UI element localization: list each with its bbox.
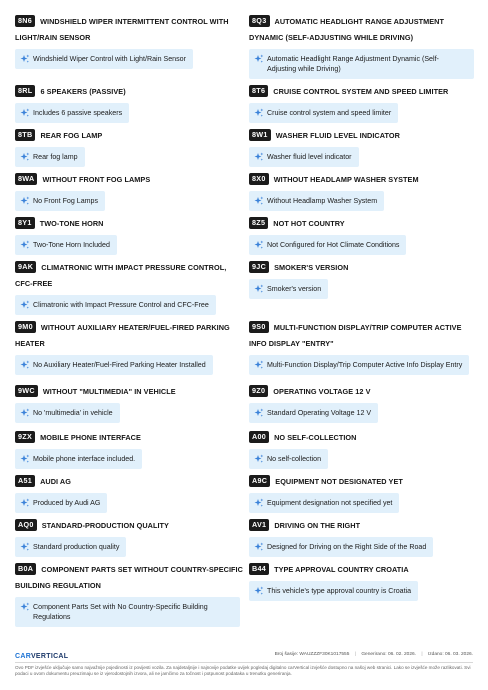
option-description: Equipment designation not specified yet	[267, 499, 393, 507]
option-code-badge: 8TB	[15, 129, 35, 141]
equipment-item	[249, 562, 477, 601]
option-title: NOT HOT COUNTRY	[273, 219, 345, 228]
option-description: Standard Operating Voltage 12 V	[267, 409, 372, 417]
equipment-heading	[15, 474, 243, 490]
option-description-box	[15, 49, 193, 69]
ai-sparkle-icon	[254, 54, 264, 64]
option-code-badge: B44	[249, 563, 269, 575]
ai-sparkle-icon	[20, 300, 30, 310]
equipment-item	[249, 474, 477, 513]
equipment-item	[15, 216, 243, 255]
equipment-heading	[15, 384, 243, 400]
equipment-item	[15, 128, 243, 167]
equipment-heading	[15, 172, 243, 188]
equipment-heading	[15, 216, 243, 232]
option-description-box	[15, 355, 213, 375]
equipment-heading	[249, 260, 477, 276]
option-code-badge: 8WA	[15, 173, 37, 185]
option-title: MOBILE PHONE INTERFACE	[40, 433, 141, 442]
option-title: 6 SPEAKERS (PASSIVE)	[40, 87, 126, 96]
option-description-box	[249, 581, 418, 601]
equipment-heading	[249, 430, 477, 446]
option-description-box	[249, 147, 359, 167]
option-description: No 'multimedia' in vehicle	[33, 409, 113, 417]
option-code-badge: 8T6	[249, 85, 268, 97]
option-code-badge: B0A	[15, 563, 36, 575]
ai-sparkle-icon	[254, 108, 264, 118]
option-description: Not Configured for Hot Climate Conditions	[267, 241, 400, 249]
ai-sparkle-icon	[20, 360, 30, 370]
equipment-item	[249, 216, 477, 255]
ai-sparkle-icon	[20, 108, 30, 118]
option-description: Without Headlamp Washer System	[267, 197, 378, 205]
equipment-heading	[15, 14, 243, 46]
equipment-heading	[15, 430, 243, 446]
option-description-box	[15, 147, 85, 167]
option-description: Mobile phone interface included.	[33, 455, 136, 463]
option-description-box	[15, 537, 126, 557]
option-title: AUDI AG	[40, 477, 71, 486]
option-description: Windshield Wiper Control with Light/Rain Sensor	[33, 55, 186, 63]
option-description-box	[249, 537, 433, 557]
equipment-item	[249, 320, 477, 375]
ai-sparkle-icon	[20, 454, 30, 464]
equipment-heading	[249, 320, 477, 352]
equipment-heading	[249, 474, 477, 490]
option-title: MULTI-FUNCTION DISPLAY/TRIP COMPUTER ACTIVE INFO DISPLAY "ENTRY"	[249, 323, 462, 348]
equipment-heading	[15, 518, 243, 534]
equipment-heading	[249, 172, 477, 188]
option-description: Designed for Driving on the Right Side of the Road	[267, 543, 427, 551]
ai-sparkle-icon	[254, 586, 264, 596]
ai-sparkle-icon	[254, 196, 264, 206]
option-title: WITHOUT FRONT FOG LAMPS	[42, 175, 151, 184]
option-description-box	[249, 355, 469, 375]
equipment-heading	[249, 84, 477, 100]
ai-sparkle-icon	[20, 602, 30, 612]
option-description-box	[249, 191, 384, 211]
option-code-badge: 8Y1	[15, 217, 35, 229]
equipment-item	[15, 84, 243, 123]
equipment-item	[15, 430, 243, 469]
ai-sparkle-icon	[254, 240, 264, 250]
equipment-item	[15, 384, 243, 423]
equipment-heading	[249, 14, 477, 46]
ai-sparkle-icon	[254, 408, 264, 418]
ai-sparkle-icon	[254, 454, 264, 464]
option-description: Rear fog lamp	[33, 153, 78, 161]
ai-sparkle-icon	[20, 498, 30, 508]
option-title: WASHER FLUID LEVEL INDICATOR	[275, 131, 400, 140]
option-title: AUTOMATIC HEADLIGHT RANGE ADJUSTMENT DYNAMIC (SELF-ADJUSTING WHILE DRIVING)	[249, 17, 444, 42]
equipment-item	[249, 14, 477, 79]
option-description-box	[15, 403, 120, 423]
option-description-box	[249, 235, 406, 255]
option-title: TYPE APPROVAL COUNTRY CROATIA	[274, 565, 409, 574]
ai-sparkle-icon	[254, 284, 264, 294]
option-description: Two-Tone Horn Included	[33, 241, 110, 249]
equipment-heading	[249, 562, 477, 578]
option-description: Automatic Headlight Range Adjustment Dynamic (Self-Adjusting while Driving)	[267, 55, 439, 73]
option-description: Climatronic with Impact Pressure Control and CFC-Free	[33, 301, 209, 309]
option-code-badge: 9AK	[15, 261, 36, 273]
option-code-badge: 8Q3	[249, 15, 270, 27]
option-description-box	[249, 103, 398, 123]
option-code-badge: 9ZX	[15, 431, 35, 443]
printed-date: Izdano: 06. 03. 2026.	[427, 652, 473, 657]
option-description-box	[249, 449, 328, 469]
option-title: STANDARD-PRODUCTION QUALITY	[41, 521, 169, 530]
option-title: OPERATING VOLTAGE 12 V	[273, 387, 371, 396]
option-description: No Auxiliary Heater/Fuel-Fired Parking Heater Installed	[33, 361, 206, 369]
option-title: COMPONENT PARTS SET WITHOUT COUNTRY-SPECIFIC BUILDING REGULATION	[15, 565, 243, 590]
option-code-badge: 9Z0	[249, 385, 268, 397]
option-description: Smoker's version	[267, 285, 322, 293]
option-title: NO SELF-COLLECTION	[274, 433, 357, 442]
option-code-badge: 8X0	[249, 173, 269, 185]
ai-sparkle-icon	[254, 152, 264, 162]
option-description-box	[15, 103, 129, 123]
option-title: WITHOUT "MULTIMEDIA" IN VEHICLE	[42, 387, 176, 396]
equipment-heading	[15, 128, 243, 144]
equipment-item	[15, 518, 243, 557]
option-description: Cruise control system and speed limiter	[267, 109, 392, 117]
ai-sparkle-icon	[20, 408, 30, 418]
option-description: Washer fluid level indicator	[267, 153, 352, 161]
option-title: CLIMATRONIC WITH IMPACT PRESSURE CONTROL, CFC-FREE	[15, 263, 227, 288]
option-description-box	[15, 493, 107, 513]
option-code-badge: 8RL	[15, 85, 35, 97]
option-code-badge: 8Z5	[249, 217, 268, 229]
option-title: SMOKER'S VERSION	[274, 263, 349, 272]
generated-date: Generirano: 06. 02. 2026.	[361, 652, 416, 657]
equipment-heading	[15, 320, 243, 352]
option-description-box	[15, 191, 105, 211]
option-code-badge: 9JC	[249, 261, 269, 273]
option-description-box	[15, 235, 117, 255]
disclaimer-text: Ovo PDF izvješće uključuje samo najvažnije pojedinosti iz povijesti vozila. Za najdetaljnije i najnovije podatke uvijek pogledaj digitalno carVertical izvješće dostupno na našoj web stranici. Lako se izvješće može razlikovati. Svi podaci u ovom dokumentu preuzimaju se iz vjerodostojnih izvora, ali ne jamčimo za točnost i potpunost podataka u trenutku generiranja.	[15, 665, 471, 676]
option-description-box	[15, 597, 240, 627]
equipment-item	[15, 562, 243, 627]
equipment-item	[249, 518, 477, 557]
option-code-badge: 8W1	[249, 129, 271, 141]
option-description-box	[249, 49, 474, 79]
option-code-badge: 8N6	[15, 15, 35, 27]
option-title: WINDSHIELD WIPER INTERMITTENT CONTROL WITH LIGHT/RAIN SENSOR	[15, 17, 229, 42]
equipment-item	[249, 430, 477, 469]
equipment-item	[15, 172, 243, 211]
carvertical-logo: CARVERTICAL	[15, 653, 69, 660]
option-code-badge: A00	[249, 431, 269, 443]
option-description: Multi-Function Display/Trip Computer Active Info Display Entry	[267, 361, 463, 369]
option-description-box	[249, 403, 378, 423]
option-title: REAR FOG LAMP	[40, 131, 103, 140]
option-description-box	[15, 295, 216, 315]
option-title: DRIVING ON THE RIGHT	[274, 521, 361, 530]
option-title: WITHOUT HEADLAMP WASHER SYSTEM	[273, 175, 419, 184]
option-code-badge: A51	[15, 475, 35, 487]
footer-divider	[15, 662, 473, 663]
option-description: Includes 6 passive speakers	[33, 109, 123, 117]
equipment-item	[15, 320, 243, 375]
ai-sparkle-icon	[20, 196, 30, 206]
ai-sparkle-icon	[254, 360, 264, 370]
ai-sparkle-icon	[254, 542, 264, 552]
option-code-badge: 9M0	[15, 321, 36, 333]
option-description: Produced by Audi AG	[33, 499, 101, 507]
option-title: TWO-TONE HORN	[39, 219, 104, 228]
option-title: WITHOUT AUXILIARY HEATER/FUEL-FIRED PARKING HEATER	[15, 323, 230, 348]
option-description: This vehicle's type approval country is Croatia	[267, 587, 412, 595]
equipment-heading	[249, 128, 477, 144]
option-description: No Front Fog Lamps	[33, 197, 99, 205]
report-meta: Broj šasije: WAUZZZF30K1017555 | Generirano: 06. 02. 2026. | Izdano: 06. 03. 2026.	[274, 652, 473, 657]
option-description: Standard production quality	[33, 543, 120, 551]
equipment-item	[249, 84, 477, 123]
equipment-item	[15, 474, 243, 513]
equipment-heading	[15, 260, 243, 292]
equipment-heading	[249, 384, 477, 400]
vin-text: Broj šasije: WAUZZZF30K1017555	[274, 652, 350, 657]
equipment-item	[15, 14, 243, 69]
equipment-heading	[15, 84, 243, 100]
option-description-box	[249, 279, 328, 299]
equipment-item	[249, 172, 477, 211]
option-description: Component Parts Set with No Country-Specific Building Regulations	[33, 603, 208, 621]
ai-sparkle-icon	[20, 54, 30, 64]
option-description-box	[15, 449, 142, 469]
equipment-heading	[15, 562, 243, 594]
ai-sparkle-icon	[20, 240, 30, 250]
ai-sparkle-icon	[20, 152, 30, 162]
option-code-badge: 9WC	[15, 385, 38, 397]
option-code-badge: A9C	[249, 475, 270, 487]
option-code-badge: AQ0	[15, 519, 37, 531]
option-description: No self-collection	[267, 455, 322, 463]
equipment-heading	[249, 216, 477, 232]
option-title: EQUIPMENT NOT DESIGNATED YET	[275, 477, 403, 486]
ai-sparkle-icon	[20, 542, 30, 552]
option-description-box	[249, 493, 399, 513]
option-code-badge: 9S0	[249, 321, 269, 333]
equipment-item	[249, 384, 477, 423]
option-code-badge: AV1	[249, 519, 269, 531]
equipment-item	[249, 128, 477, 167]
equipment-item	[15, 260, 243, 315]
ai-sparkle-icon	[254, 498, 264, 508]
equipment-heading	[249, 518, 477, 534]
equipment-item	[249, 260, 477, 299]
option-title: CRUISE CONTROL SYSTEM AND SPEED LIMITER	[273, 87, 449, 96]
